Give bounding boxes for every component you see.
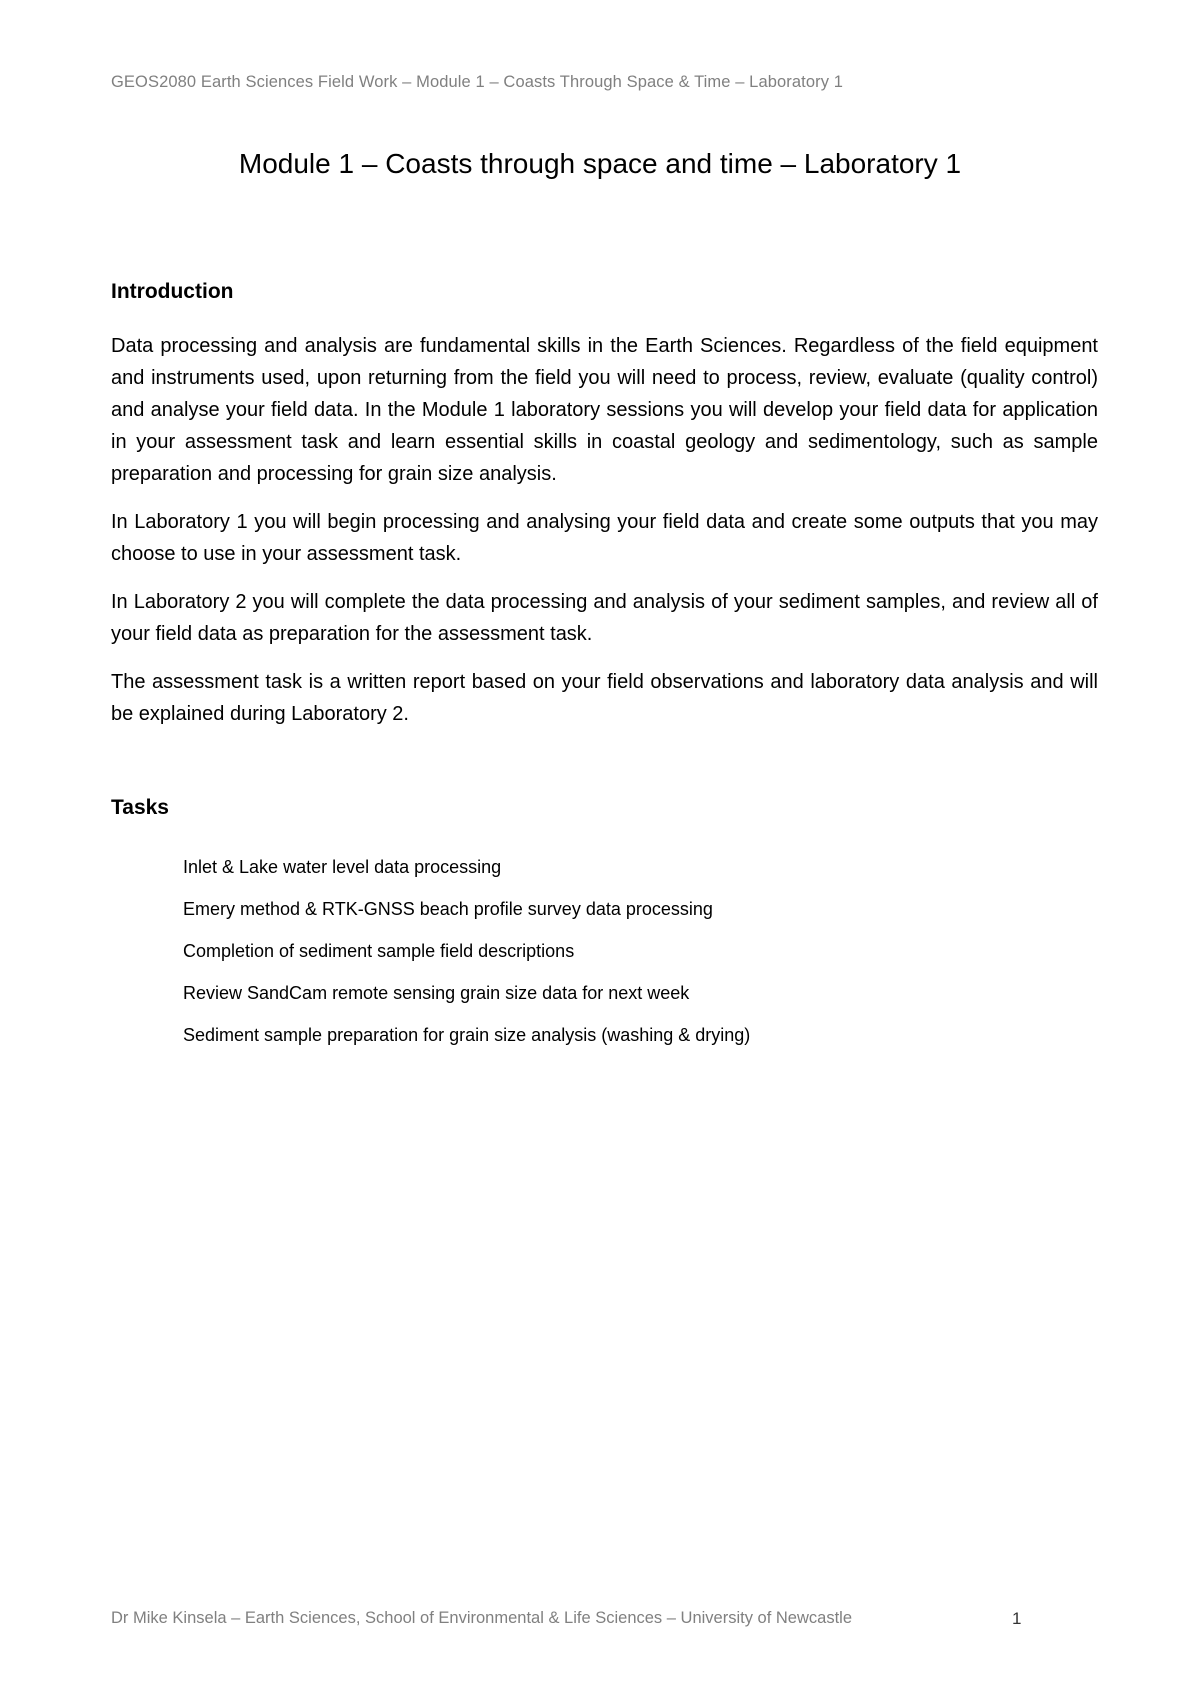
introduction-heading: Introduction	[111, 280, 234, 303]
page-number: 1	[1012, 1609, 1022, 1628]
task-item: Sediment sample preparation for grain size analysis (washing & drying)	[183, 1025, 751, 1045]
running-footer: Dr Mike Kinsela – Earth Sciences, School of Environmental & Life Sciences – University of Newcastle	[111, 1609, 852, 1627]
task-item: Review SandCam remote sensing grain size data for next week	[183, 983, 690, 1003]
intro-paragraph: The assessment task is a written report based on your field observations and laboratory data analysis and will be explained during Laboratory 2.	[111, 671, 1098, 725]
intro-paragraph: In Laboratory 1 you will begin processing and analysing your field data and create some outputs that you may choose to use in your assessment task.	[111, 511, 1098, 565]
tasks-heading: Tasks	[111, 796, 169, 819]
running-header: GEOS2080 Earth Sciences Field Work – Module 1 – Coasts Through Space & Time – Laboratory 1	[111, 73, 844, 91]
page-title: Module 1 – Coasts through space and time – Laboratory 1	[238, 148, 962, 179]
task-item: Emery method & RTK-GNSS beach profile survey data processing	[183, 899, 713, 919]
intro-paragraph: Data processing and analysis are fundamental skills in the Earth Sciences. Regardless of the field equipment and instruments used, upon returning from the field you will need to process, review, evaluate (quality control) and analyse your field data. In the Module 1 laboratory sessions you will develop your field data for application in your assessment task and learn essential skills in coastal geology and sedimentology, such as sample preparation and processing for grain size analysis.	[111, 335, 1098, 485]
task-item: Completion of sediment sample field descriptions	[183, 941, 575, 961]
introduction-body	[111, 330, 1098, 746]
intro-paragraph: In Laboratory 2 you will complete the data processing and analysis of your sediment samples, and review all of your field data as preparation for the assessment task.	[111, 591, 1098, 645]
task-item: Inlet & Lake water level data processing	[183, 857, 502, 877]
task-list	[183, 846, 750, 1056]
